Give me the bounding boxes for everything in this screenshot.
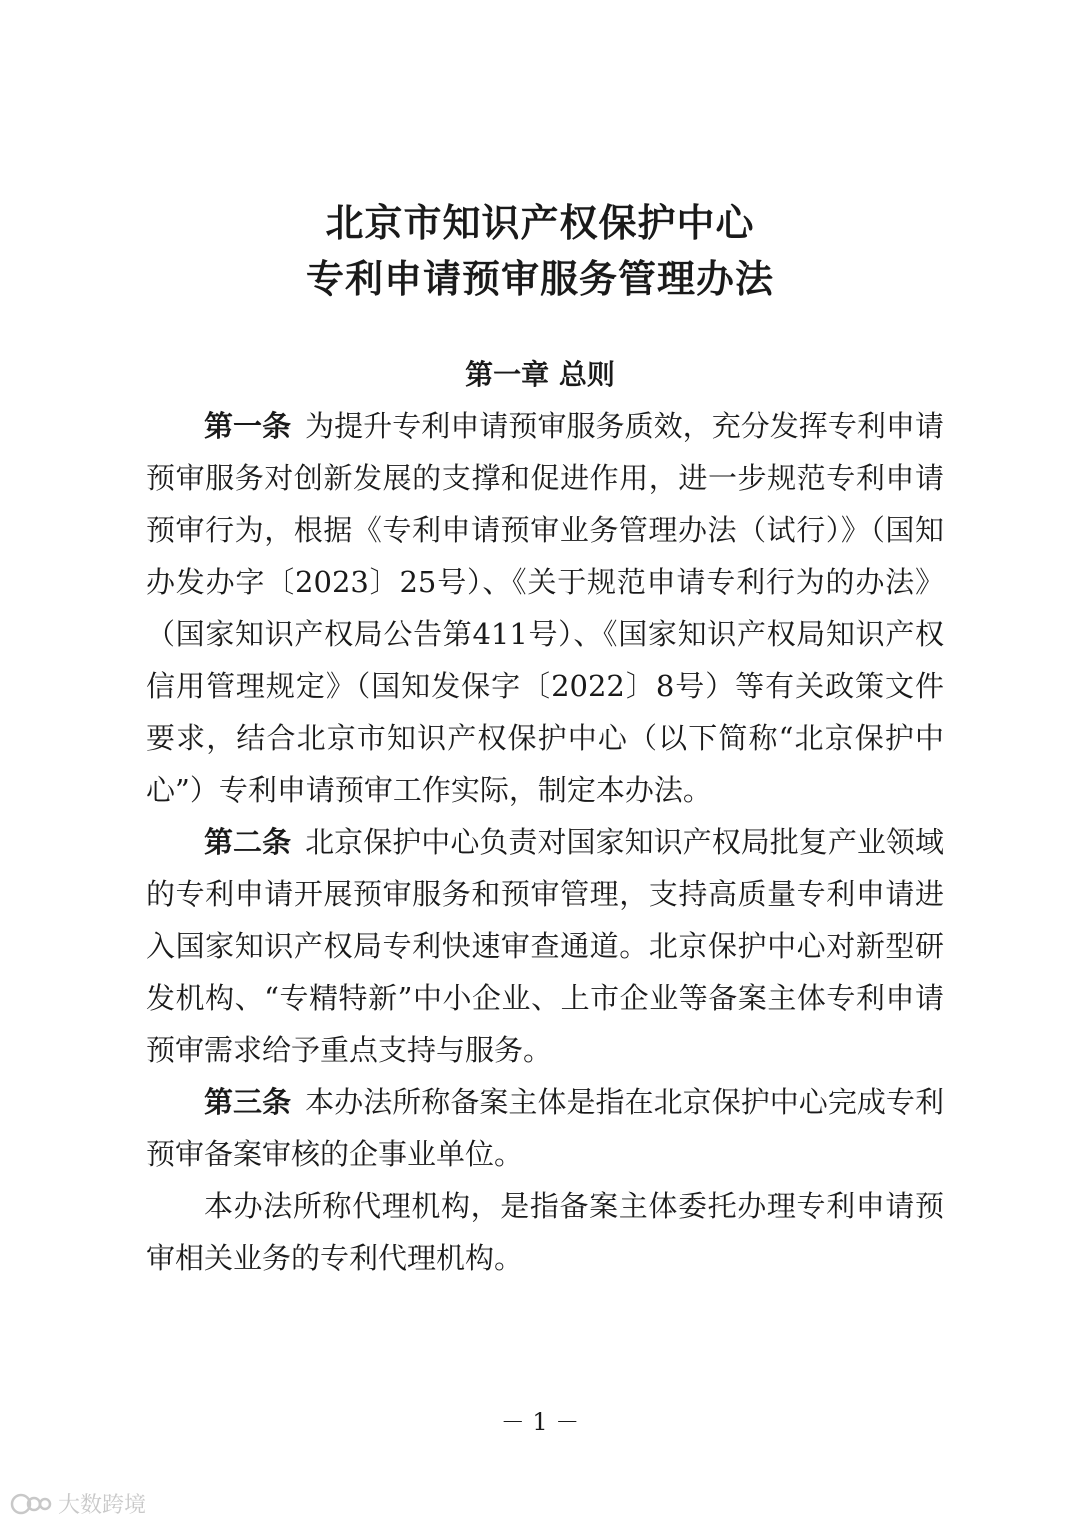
article-1: [146, 400, 944, 816]
article-3-text: 本办法所称备案主体是指在北京保护中心完成专利预审备案审核的企事业单位。: [146, 1085, 944, 1171]
article-3: [146, 1076, 944, 1180]
article-2: [146, 816, 944, 1076]
chapter-heading: 第一章 总则: [465, 358, 615, 391]
watermark: [10, 1488, 146, 1519]
document-title-line-2: 专利申请预审服务管理办法: [305, 256, 774, 301]
article-3-heading: 第三条: [204, 1085, 292, 1119]
document-title-line-1: 北京市知识产权保护中心: [325, 200, 755, 245]
document-body: [146, 400, 944, 1284]
watermark-text: 大数跨境: [58, 1493, 147, 1518]
article-3-paragraph-2: 本办法所称代理机构，是指备案主体委托办理专利申请预审相关业务的专利代理机构。: [146, 1189, 944, 1275]
article-2-text: 北京保护中心负责对国家知识产权局批复产业领域的专利申请开展预审服务和预审管理，支持高质量专利申请进入国家知识产权局专利快速审查通道。北京保护中心对新型研发机构、“专精特新”中小企业、上市企业等备案主体专利申请预审需求给予重点支持与服务。: [146, 825, 944, 1067]
brand-logo-icon: [10, 1491, 52, 1517]
article-1-heading: 第一条: [204, 409, 292, 443]
article-1-text: 为提升专利申请预审服务质效，充分发挥专利申请预审服务对创新发展的支撑和促进作用，进一步规范专利申请预审行为，根据《专利申请预审业务管理办法（试行）》（国知办发办字〔2023〕25号）、《关于规范申请专利行为的办法》（国家知识产权局公告第411号）、《国家知识产权局知识产权信用管理规定》（国知发保字〔2022〕8号）等有关政策文件要求，结合北京市知识产权保护中心（以下简称“北京保护中心”）专利申请预审工作实际，制定本办法。: [146, 409, 944, 807]
page-number: － 1 －: [500, 1408, 580, 1436]
article-2-heading: 第二条: [204, 825, 292, 859]
